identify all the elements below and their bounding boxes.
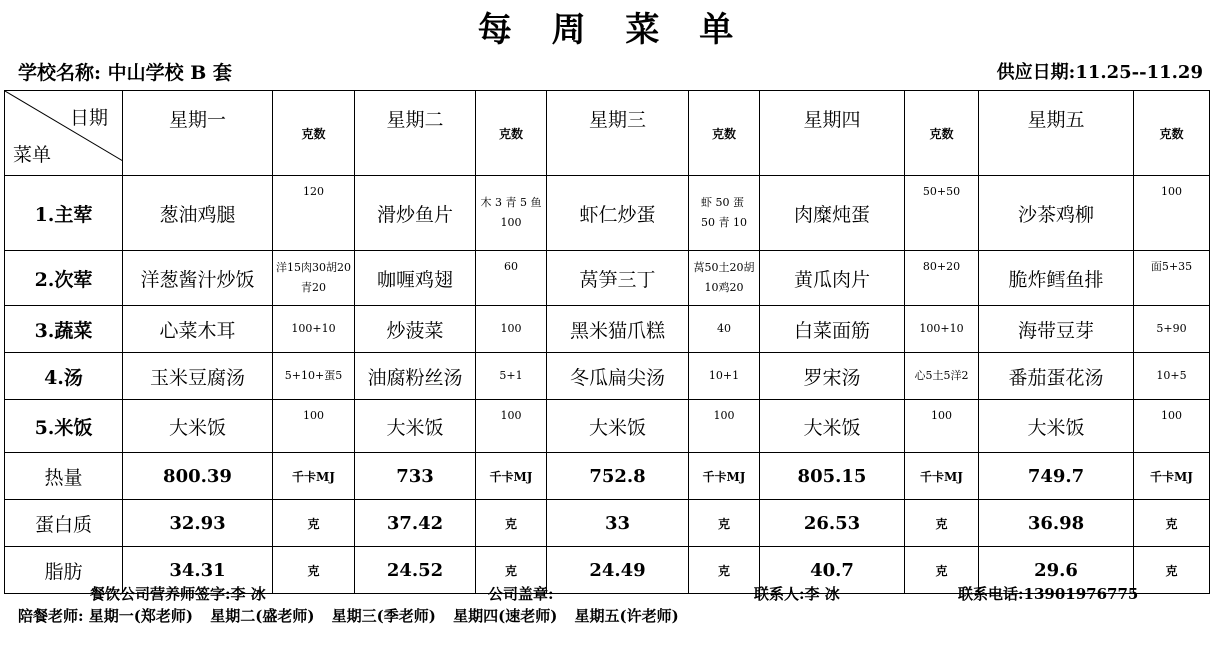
nutrition-value: 37.42 [355,500,476,547]
dish-cell: 大米饭 [123,400,273,453]
amount-cell: 100 [905,400,979,453]
accompanying-teachers [18,605,691,626]
dish-cell: 黑米猫爪糕 [547,306,689,353]
nutritionist-signature: 餐饮公司营养师签字:李 冰 [90,585,266,603]
amount-cell: 100+10 [905,306,979,353]
table-row [5,400,1210,453]
amount-cell: 10+1 [689,353,760,400]
amount-cell: 虾 50 蛋 50 青 10 [689,176,760,251]
supply-date: 供应日期:11.25--11.29 [996,62,1203,83]
row-label: 4.汤 [5,353,123,400]
amount-cell: 60 [476,251,547,306]
teacher-entry: 星期一(郑老师) [88,607,193,625]
amount-cell: 100 [273,400,355,453]
row-label: 1.主荤 [5,176,123,251]
nutrition-label: 蛋白质 [5,500,123,547]
dish-cell: 洋葱酱汁炒饭 [123,251,273,306]
dish-cell: 大米饭 [547,400,689,453]
nutrition-value: 29.6 [979,547,1134,594]
school-name: 学校名称: 中山学校 B 套 [18,62,232,84]
page-title: 每 周 菜 单 [477,10,748,50]
nutrition-value: 752.8 [547,453,689,500]
dish-cell: 大米饭 [760,400,905,453]
dish-cell: 罗宋汤 [760,353,905,400]
dish-cell: 油腐粉丝汤 [355,353,476,400]
dish-cell: 沙茶鸡柳 [979,176,1134,251]
day-header: 星期二 [355,91,476,176]
nutrition-value: 800.39 [123,453,273,500]
amount-cell: 100 [1134,400,1210,453]
amount-cell: 莴50土20胡10鸡20 [689,251,760,306]
nutrition-unit: 克 [273,500,355,547]
dish-cell: 咖喱鸡翅 [355,251,476,306]
corner-menu-label: 菜单 [13,144,52,166]
nutrition-row [5,453,1210,500]
nutrition-value: 733 [355,453,476,500]
nutrition-row [5,500,1210,547]
amount-cell: 心5土5洋2 [905,353,979,400]
contact-phone: 联系电话:13901976775 [958,585,1139,603]
day-header: 星期五 [979,91,1134,176]
amount-cell: 5+1 [476,353,547,400]
weight-header: 克数 [689,91,760,176]
amount-cell: 120 [273,176,355,251]
teachers-label: 陪餐老师: [18,607,84,625]
nutrition-value: 40.7 [760,547,905,594]
dish-cell: 大米饭 [355,400,476,453]
amount-cell: 10+5 [1134,353,1210,400]
nutrition-value: 26.53 [760,500,905,547]
nutrition-value: 24.49 [547,547,689,594]
weight-header: 克数 [273,91,355,176]
amount-cell: 面5+35 [1134,251,1210,306]
table-row [5,306,1210,353]
nutrition-value: 24.52 [355,547,476,594]
amount-cell: 100 [1134,176,1210,251]
weight-header: 克数 [1134,91,1210,176]
nutrition-value: 749.7 [979,453,1134,500]
contact-person: 联系人:李 冰 [754,585,840,603]
menu-table [4,90,1210,594]
nutrition-unit: 克 [689,500,760,547]
table-row [5,251,1210,306]
row-label: 3.蔬菜 [5,306,123,353]
amount-cell: 5+10+蛋5 [273,353,355,400]
dish-cell: 心菜木耳 [123,306,273,353]
amount-cell: 50+50 [905,176,979,251]
day-header: 星期三 [547,91,689,176]
dish-cell: 黄瓜肉片 [760,251,905,306]
nutrition-value: 34.31 [123,547,273,594]
nutrition-unit: 千卡MJ [273,453,355,500]
teacher-entry: 星期五(许老师) [574,607,679,625]
corner-date-label: 日期 [69,107,108,129]
company-stamp: 公司盖章: [488,585,554,603]
amount-cell: 5+90 [1134,306,1210,353]
nutrition-unit: 克 [273,547,355,594]
table-row [5,176,1210,251]
dish-cell: 玉米豆腐汤 [123,353,273,400]
dish-cell: 炒菠菜 [355,306,476,353]
nutrition-unit: 克 [905,500,979,547]
nutrition-unit: 克 [1134,547,1210,594]
day-header: 星期四 [760,91,905,176]
nutrition-unit: 克 [1134,500,1210,547]
dish-cell: 冬瓜扁尖汤 [547,353,689,400]
amount-cell: 100+10 [273,306,355,353]
nutrition-value: 805.15 [760,453,905,500]
dish-cell: 番茄蛋花汤 [979,353,1134,400]
day-header: 星期一 [123,91,273,176]
nutrition-unit: 千卡MJ [476,453,547,500]
teacher-entry: 星期四(速老师) [453,607,558,625]
dish-cell: 葱油鸡腿 [123,176,273,251]
amount-cell: 100 [476,400,547,453]
amount-cell: 洋15肉30胡20青20 [273,251,355,306]
nutrition-unit: 克 [476,547,547,594]
dish-cell: 虾仁炒蛋 [547,176,689,251]
dish-cell: 莴笋三丁 [547,251,689,306]
amount-cell: 80+20 [905,251,979,306]
dish-cell: 滑炒鱼片 [355,176,476,251]
row-label: 2.次荤 [5,251,123,306]
amount-cell: 40 [689,306,760,353]
weight-header: 克数 [905,91,979,176]
teacher-entry: 星期三(季老师) [331,607,436,625]
corner-cell [5,91,123,176]
table-row [5,353,1210,400]
amount-cell: 木 3 青 5 鱼 100 [476,176,547,251]
nutrition-unit: 千卡MJ [1134,453,1210,500]
dish-cell: 白菜面筋 [760,306,905,353]
nutrition-unit: 克 [476,500,547,547]
nutrition-unit: 克 [689,547,760,594]
dish-cell: 大米饭 [979,400,1134,453]
weight-header: 克数 [476,91,547,176]
amount-cell: 100 [689,400,760,453]
nutrition-label: 脂肪 [5,547,123,594]
dish-cell: 脆炸鳕鱼排 [979,251,1134,306]
nutrition-label: 热量 [5,453,123,500]
nutrition-unit: 克 [905,547,979,594]
row-label: 5.米饭 [5,400,123,453]
amount-cell: 100 [476,306,547,353]
table-header-row [5,91,1210,176]
nutrition-unit: 千卡MJ [905,453,979,500]
nutrition-value: 36.98 [979,500,1134,547]
nutrition-value: 32.93 [123,500,273,547]
nutrition-value: 33 [547,500,689,547]
nutrition-unit: 千卡MJ [689,453,760,500]
dish-cell: 肉糜炖蛋 [760,176,905,251]
dish-cell: 海带豆芽 [979,306,1134,353]
teacher-entry: 星期二(盛老师) [210,607,315,625]
